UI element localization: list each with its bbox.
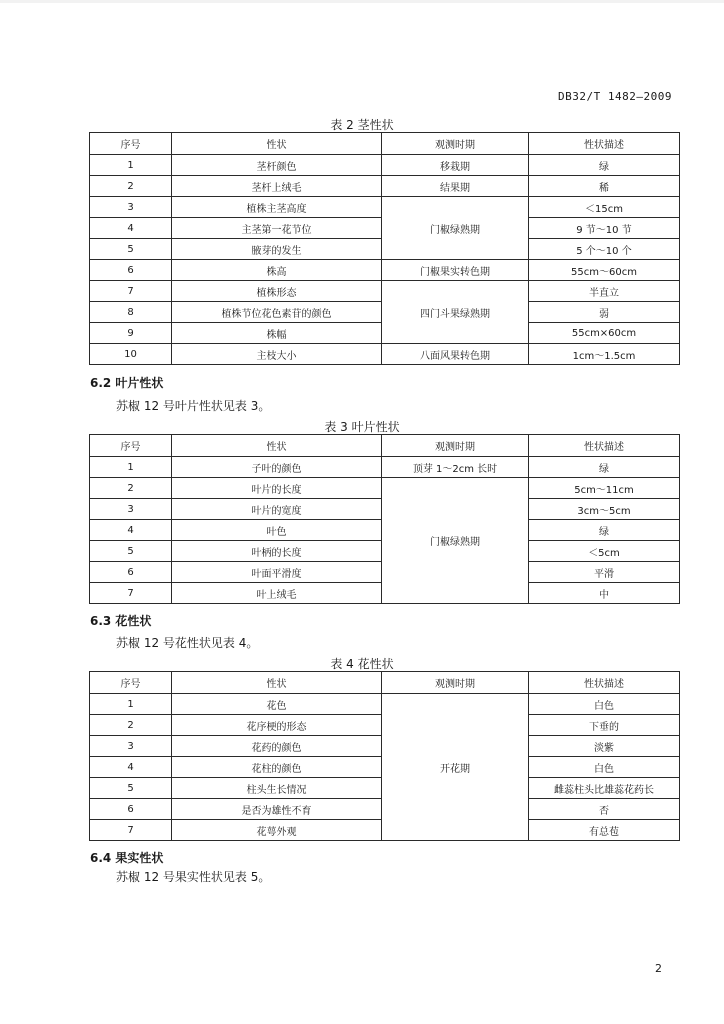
table2-header-row: [90, 133, 680, 155]
trait-cell: 茎杆颜色: [172, 155, 382, 176]
trait-cell: 主茎第一花节位: [172, 218, 382, 239]
description-cell: 绿: [529, 457, 680, 478]
row-number: 6: [90, 799, 172, 820]
row-number: 1: [90, 457, 172, 478]
row-number: 4: [90, 757, 172, 778]
table4: [89, 671, 680, 841]
table-row: [90, 197, 680, 218]
description-cell: 中: [529, 583, 680, 604]
row-number: 5: [90, 239, 172, 260]
table4-header-row: [90, 672, 680, 694]
trait-cell: 叶片的宽度: [172, 499, 382, 520]
trait-cell: 叶柄的长度: [172, 541, 382, 562]
section-heading-6-2: 6.2 叶片性状: [90, 376, 164, 390]
row-number: 9: [90, 323, 172, 344]
column-header: 性状: [172, 435, 382, 457]
row-number: 6: [90, 562, 172, 583]
section-heading-6-4: 6.4 果实性状: [90, 851, 164, 865]
row-number: 2: [90, 715, 172, 736]
row-number: 2: [90, 478, 172, 499]
trait-cell: 是否为雄性不育: [172, 799, 382, 820]
row-number: 10: [90, 344, 172, 365]
trait-cell: 柱头生长情况: [172, 778, 382, 799]
column-header: 观测时期: [382, 435, 529, 457]
section-heading-6-3: 6.3 花性状: [90, 614, 152, 628]
period-cell: 八面风果转色期: [382, 344, 529, 365]
description-cell: 否: [529, 799, 680, 820]
period-cell: 四门斗果绿熟期: [382, 281, 529, 344]
trait-cell: 主枝大小: [172, 344, 382, 365]
trait-cell: 叶上绒毛: [172, 583, 382, 604]
description-cell: 平滑: [529, 562, 680, 583]
column-header: 序号: [90, 672, 172, 694]
trait-cell: 花萼外观: [172, 820, 382, 841]
description-cell: 有总苞: [529, 820, 680, 841]
table2: [89, 132, 680, 365]
description-cell: 55cm～60cm: [529, 260, 680, 281]
column-header: 性状描述: [529, 435, 680, 457]
description-cell: 淡紫: [529, 736, 680, 757]
row-number: 1: [90, 694, 172, 715]
section-text-6-3: 苏椒 12 号花性状见表 4。: [116, 636, 259, 650]
description-cell: 半直立: [529, 281, 680, 302]
row-number: 8: [90, 302, 172, 323]
trait-cell: 叶片的长度: [172, 478, 382, 499]
table-row: [90, 694, 680, 715]
column-header: 序号: [90, 435, 172, 457]
period-cell: 门椒绿熟期: [382, 478, 529, 604]
row-number: 4: [90, 218, 172, 239]
table3-caption: 表 3 叶片性状: [324, 420, 400, 434]
description-cell: 白色: [529, 694, 680, 715]
trait-cell: 植株节位花色素苷的颜色: [172, 302, 382, 323]
period-cell: 顶芽 1～2cm 长时: [382, 457, 529, 478]
row-number: 5: [90, 541, 172, 562]
page-number: 2: [655, 962, 662, 975]
trait-cell: 株幅: [172, 323, 382, 344]
row-number: 7: [90, 281, 172, 302]
row-number: 3: [90, 499, 172, 520]
row-number: 3: [90, 197, 172, 218]
description-cell: 稀: [529, 176, 680, 197]
row-number: 7: [90, 820, 172, 841]
description-cell: ＜5cm: [529, 541, 680, 562]
column-header: 性状: [172, 133, 382, 155]
column-header: 观测时期: [382, 133, 529, 155]
table-row: [90, 176, 680, 197]
column-header: 性状: [172, 672, 382, 694]
description-cell: 雌蕊柱头比雄蕊花药长: [529, 778, 680, 799]
row-number: 1: [90, 155, 172, 176]
description-cell: 绿: [529, 520, 680, 541]
table3-header-row: [90, 435, 680, 457]
trait-cell: 植株主茎高度: [172, 197, 382, 218]
period-cell: 开花期: [382, 694, 529, 841]
table4-caption: 表 4 花性状: [330, 657, 394, 671]
trait-cell: 叶面平滑度: [172, 562, 382, 583]
column-header: 序号: [90, 133, 172, 155]
description-cell: 55cm×60cm: [529, 323, 680, 344]
period-cell: 门椒绿熟期: [382, 197, 529, 260]
period-cell: 门椒果实转色期: [382, 260, 529, 281]
trait-cell: 子叶的颜色: [172, 457, 382, 478]
description-cell: 5 个～10 个: [529, 239, 680, 260]
section-text-6-4: 苏椒 12 号果实性状见表 5。: [116, 870, 271, 884]
table-row: [90, 155, 680, 176]
column-header: 观测时期: [382, 672, 529, 694]
row-number: 5: [90, 778, 172, 799]
period-cell: 结果期: [382, 176, 529, 197]
column-header: 性状描述: [529, 672, 680, 694]
trait-cell: 叶色: [172, 520, 382, 541]
description-cell: 弱: [529, 302, 680, 323]
table-row: [90, 260, 680, 281]
table3: [89, 434, 680, 604]
table-row: [90, 344, 680, 365]
description-cell: 白色: [529, 757, 680, 778]
trait-cell: 植株形态: [172, 281, 382, 302]
description-cell: ＜15cm: [529, 197, 680, 218]
description-cell: 9 节～10 节: [529, 218, 680, 239]
standard-code: DB32/T 1482—2009: [558, 90, 672, 103]
table-row: [90, 281, 680, 302]
row-number: 4: [90, 520, 172, 541]
column-header: 性状描述: [529, 133, 680, 155]
trait-cell: 花序梗的形态: [172, 715, 382, 736]
row-number: 2: [90, 176, 172, 197]
trait-cell: 茎杆上绒毛: [172, 176, 382, 197]
trait-cell: 株高: [172, 260, 382, 281]
section-text-6-2: 苏椒 12 号叶片性状见表 3。: [116, 399, 271, 413]
trait-cell: 花药的颜色: [172, 736, 382, 757]
row-number: 3: [90, 736, 172, 757]
description-cell: 1cm～1.5cm: [529, 344, 680, 365]
description-cell: 5cm～11cm: [529, 478, 680, 499]
description-cell: 绿: [529, 155, 680, 176]
table2-caption: 表 2 茎性状: [330, 118, 394, 132]
row-number: 6: [90, 260, 172, 281]
trait-cell: 花色: [172, 694, 382, 715]
description-cell: 下垂的: [529, 715, 680, 736]
description-cell: 3cm～5cm: [529, 499, 680, 520]
trait-cell: 花柱的颜色: [172, 757, 382, 778]
trait-cell: 腋芽的发生: [172, 239, 382, 260]
scan-edge: [0, 0, 724, 3]
row-number: 7: [90, 583, 172, 604]
table-row: [90, 457, 680, 478]
period-cell: 移栽期: [382, 155, 529, 176]
table-row: [90, 478, 680, 499]
